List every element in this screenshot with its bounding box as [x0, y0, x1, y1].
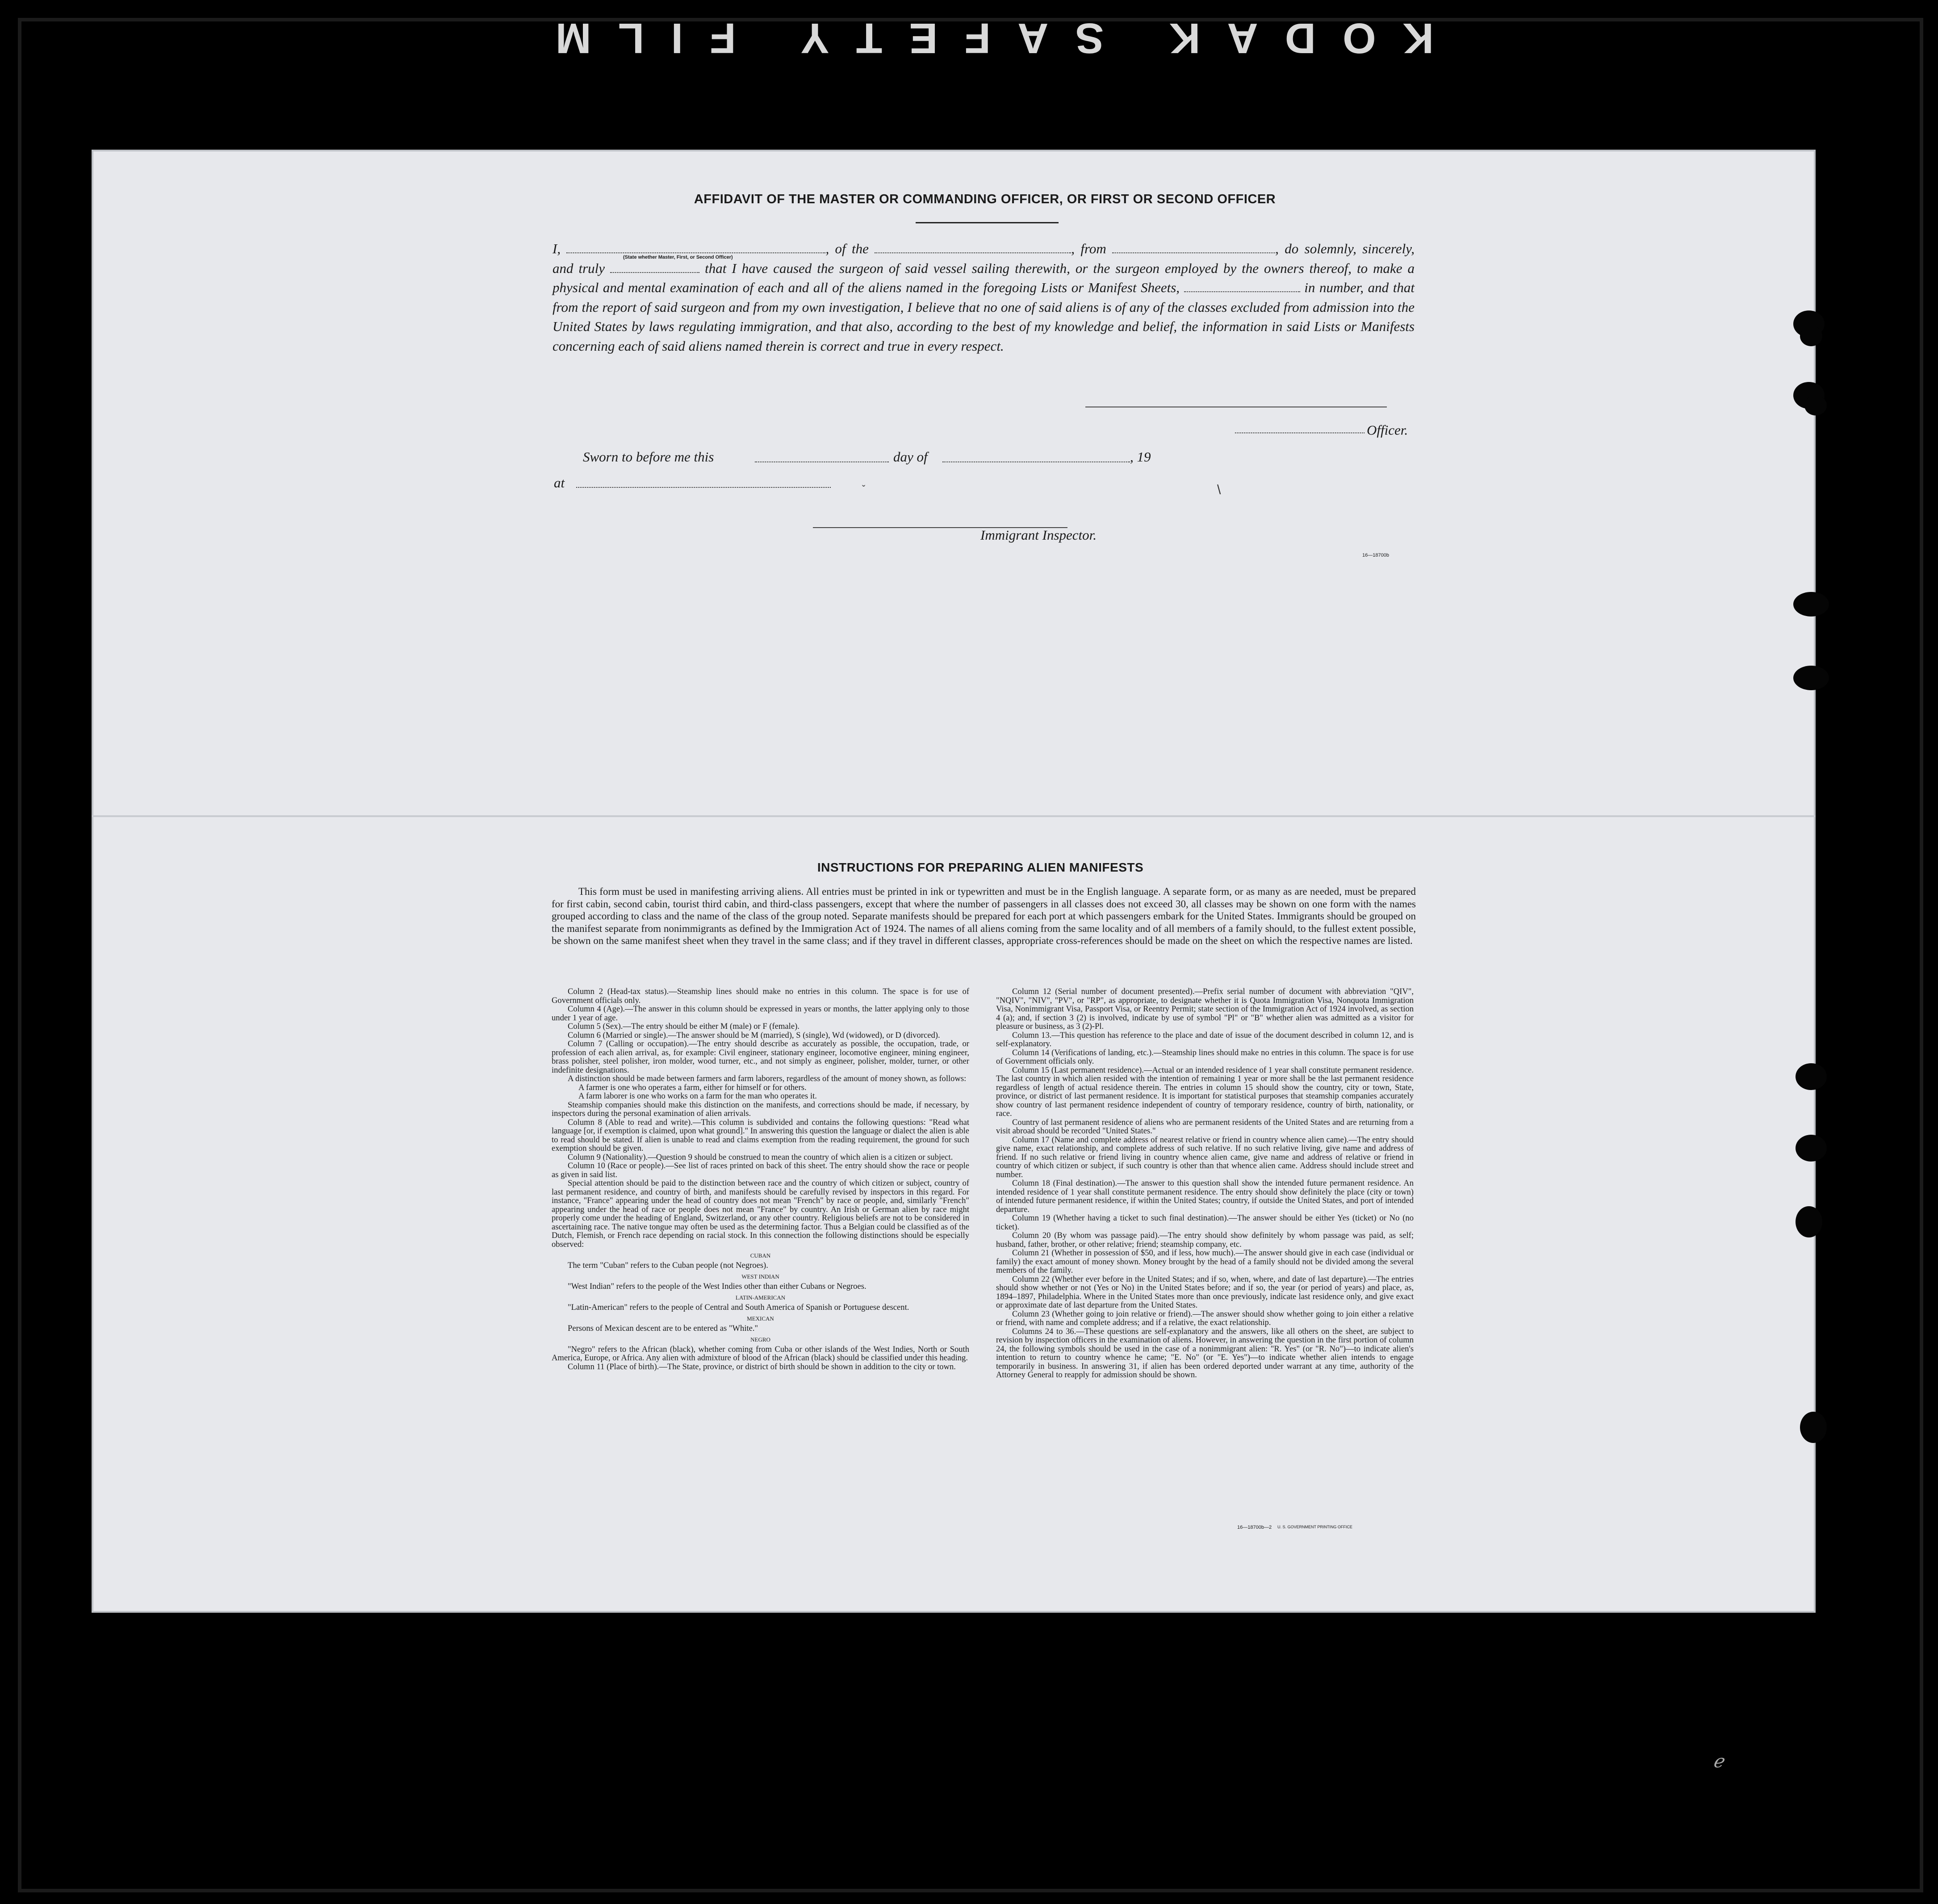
instruction-paragraph: Column 9 (Nationality).—Question 9 should be construed to mean the country of which alien is a citizen or subject.	[568, 1152, 953, 1162]
instruction-paragraph: Column 19 (Whether having a ticket to such final destination).—The answer should be either Yes (ticket) or No (no ticket).	[996, 1213, 1414, 1232]
instructions-title: INSTRUCTIONS FOR PREPARING ALIEN MANIFESTS	[817, 860, 1144, 874]
year-label: , 19	[1130, 449, 1151, 465]
instruction-paragraph: Column 4 (Age).—The answer in this column should be expressed in years or months, the latter applying only to those under 1 year of age.	[552, 1004, 969, 1023]
officer-signature-field[interactable]	[1235, 424, 1365, 433]
race-heading: WEST INDIAN	[741, 1273, 779, 1280]
officer-label: Officer.	[1367, 422, 1408, 438]
inspector-label: Immigrant Inspector.	[980, 527, 1097, 543]
sworn-month-field[interactable]	[942, 453, 1130, 462]
instruction-paragraph: Column 20 (By whom was passage paid).—The entry should show definitely by whom passage was paid, as self; husband, father, brother, or other relative; friend; steamship company, etc.	[996, 1231, 1414, 1249]
race-definition: Persons of Mexican descent are to be entered as "White."	[568, 1323, 758, 1333]
race-definition: The term "Cuban" refers to the Cuban people (not Negroes).	[568, 1260, 768, 1270]
manifest-sheet	[92, 150, 1816, 1613]
instruction-paragraph: Column 8 (Able to read and write).—This column is subdivided and contains the following questions: "Read what language [or, if exemption is claimed, upon what ground]." In answering this question the language or dialect the alien is able to read should be stated. If alien is unable to read and claims exemption from the reading requirement, the ground for such exemption should be given.	[552, 1117, 969, 1153]
instruction-paragraph: Column 6 (Married or single).—The answer should be M (married), S (single), Wd (widowed), or D (divorced).	[568, 1030, 940, 1040]
instruction-paragraph: Column 15 (Last permanent residence).—Actual or an intended residence of 1 year shall constitute permanent residence. The last country in which alien resided with the intention of remaining 1 year or more shall be the last permanent residence regardless of length of actual residence therein. The entries in column 15 should show the country, city or town, State, province, or district of last permanent residence. It is important for statistical purposes that steamship companies accurately show country of last permanent residence independent of country of temporary residence, country of birth, nationality, or race.	[996, 1065, 1414, 1118]
day-of-label: day of	[893, 449, 928, 465]
instruction-paragraph: Special attention should be paid to the distinction between race and the country of which citizen or subject, country of last permanent residence, and country of birth, and manifests should be carefully revised by inspectors in this regard. For instance, "France" appearing under the head of country does not mean "French" by race or people, and, similarly "French" appearing under the head of race or people does not mean "France" by country. An Irish or German alien by race might properly come under the heading of England, Switzerland, or any other country. Religious beliefs are not to be considered in ascertaining race. The native tongue may often be used as the determining factor. Thus a Belgian could be classified as of the Dutch, Flemish, or French race depending on racial stock. In this connection the following distinctions should be especially observed:	[552, 1178, 969, 1249]
instruction-paragraph: A distinction should be made between farmers and farm laborers, regardless of the amount of money shown, as follows:	[568, 1074, 967, 1083]
officer-rank-field[interactable]	[566, 244, 825, 253]
instruction-paragraph: Column 18 (Final destination).—The answer to this question shall show the intended future permanent residence. An intended residence of 1 year shall constitute permanent residence. The entry should show definitely the place (city or town) of intended future permanent residence, if within the United States; country, if outside the United States, and port of intended departure.	[996, 1178, 1414, 1214]
instruction-paragraph: Column 12 (Serial number of document presented).—Prefix serial number of document with abbreviation "QIV", "NQIV", "NIV", "PV", or "RP", as appropriate, to designate whether it is Quota Immigration Visa, Nonquota Immigration Visa, Nonimmigrant Visa, Passport Visa, or Reentry Permit; state section of the Immigration Act of 1924 involved, as section 4 (a); and, if section 3 (2) is involved, indicate by use of symbol "Pl" or "B" whether alien was admitted as a visitor for pleasure or business, as 3 (2)-Pl.	[996, 987, 1414, 1031]
affidavit-text: I, , of the , from , do solemnly, sincerely, and truly that I have caused the surgeon of said vessel sailing therewith, or the surgeon employed by the owners thereof, to make a physical and mental examination of each and all of the aliens named in the foregoing Lists or Manifest Sheets, in number, and that from the report of said surgeon and from my own investigation, I believe that no one of said aliens is of any of the classes excluded from admission into the United States by laws regulating immigration, and that also, according to the best of my knowledge and belief, the information in said Lists or Manifests concerning each of said aliens named therein is correct and true in every respect.	[553, 241, 1415, 354]
instructions-left-column	[552, 987, 969, 1371]
sworn-day-field[interactable]	[755, 453, 889, 462]
instruction-paragraph: Column 13.—This question has reference to the place and date of issue of the document described in column 12, and is self-explanatory.	[996, 1030, 1414, 1048]
instruction-paragraph: Column 14 (Verifications of landing, etc.).—Steamship lines should make no entries in this column. The space is for use of Government officials only.	[996, 1048, 1414, 1066]
rank-note: (State whether Master, First, or Second Officer)	[623, 255, 733, 260]
instruction-paragraph: Steamship companies should make this distinction on the manifests, and corrections should be made, if necessary, by inspectors during the personal examination of alien arrivals.	[552, 1100, 969, 1118]
instruction-paragraph: Column 17 (Name and complete address of nearest relative or friend in country whence alien came).—The entry should give name, exact relationship, and complete address of such relative. If no such relative living, give name and address of friend. If no such relative or friend living in country whence alien came, give name and address of relative or friend in country of which citizen or subject, if such country is other than that whence alien came. Address should include street and number.	[996, 1135, 1414, 1179]
sworn-place-field[interactable]	[576, 479, 831, 488]
instructions-right-column	[996, 987, 1414, 1380]
instruction-paragraph: Column 23 (Whether going to join relative or friend).—The answer should show whether going to join either a relative or friend, with name and complete address; and if a relative, the exact relationship.	[996, 1309, 1414, 1327]
binder-hole	[1793, 592, 1829, 616]
race-definition: "Negro" refers to the African (black), whether coming from Cuba or other islands of the West Indies, North or South America, Europe, or Africa. Any alien with admixture of blood of the African (black) should be classified under this heading.	[552, 1344, 969, 1363]
instruction-paragraph: A farm laborer is one who works on a farm for the man who operates it.	[578, 1091, 817, 1101]
oath-field[interactable]	[610, 264, 699, 273]
instruction-paragraph: Column 10 (Race or people).—See list of races printed on back of this sheet. The entry should show the race or people as given in said list.	[552, 1161, 969, 1179]
sworn-label: Sworn to before me this	[583, 449, 714, 465]
frame-corner-mark: ℯ	[1713, 1752, 1724, 1771]
binder-hole	[1804, 395, 1827, 415]
fold-line	[92, 815, 1816, 817]
title-rule	[916, 222, 1059, 223]
binder-hole	[1796, 1206, 1822, 1237]
vessel-name-field[interactable]	[875, 244, 1071, 253]
instruction-paragraph: Column 5 (Sex).—The entry should be either M (male) or F (female).	[568, 1022, 799, 1031]
form-code: 16—18700b	[1362, 553, 1389, 558]
ink-mark: \	[1217, 482, 1221, 497]
film-edge-marking: KODAK SAFETY FILM	[528, 14, 1434, 62]
race-heading: NEGRO	[750, 1336, 770, 1343]
instruction-paragraph: Columns 24 to 36.—These questions are self-explanatory and the answers, like all others on the sheet, are subject to revision by inspection officers in the examination of aliens. However, in answering the question in the first portion of column 24, the following symbols should be used in the case of a nonimmigrant alien: "R. Yes" (or "R. No")—to indicate alien's intention to return to country whence he came; "E. No" (or "E. Yes")—to indicate whether alien intends to engage temporarily in business. In answering 31, if alien has been ordered deported under warrant at any time, authority of the Attorney General to reapply for admission should be shown.	[996, 1326, 1414, 1380]
binder-hole	[1800, 326, 1822, 346]
instruction-paragraph: A farmer is one who operates a farm, either for himself or for others.	[578, 1082, 807, 1092]
race-heading: LATIN-AMERICAN	[735, 1294, 786, 1301]
instruction-paragraph: Column 21 (Whether in possession of $50, and if less, how much).—The answer should give in each case (individual or family) the exact amount of money shown. Money brought by the head of a family should not be divided among the several members of the family.	[996, 1248, 1414, 1275]
binder-hole	[1800, 1412, 1827, 1443]
number-of-sheets-field[interactable]	[1184, 283, 1300, 292]
ink-speck: ˇ	[862, 483, 866, 495]
instruction-paragraph: Country of last permanent residence of aliens who are permanent residents of the United States and are returning from a visit abroad should be recorded "United States."	[996, 1117, 1414, 1136]
race-definition: "West Indian" refers to the people of the West Indies other than either Cubans or Negroes.	[568, 1281, 866, 1291]
at-label: at	[554, 475, 565, 491]
binder-hole	[1793, 666, 1829, 690]
footer-form-code: 16—18700b—2	[1237, 1525, 1272, 1530]
instruction-paragraph: Column 11 (Place of birth).—The State, province, or district of birth should be shown in addition to the city or town.	[568, 1362, 956, 1371]
race-heading: CUBAN	[750, 1252, 771, 1259]
affidavit-title: AFFIDAVIT OF THE MASTER OR COMMANDING OFFICER, OR FIRST OR SECOND OFFICER	[694, 192, 1276, 206]
race-heading: MEXICAN	[747, 1315, 774, 1322]
instruction-paragraph: Column 7 (Calling or occupation).—The entry should describe as accurately as possible, the occupation, trade, or profession of each alien arrival, as, for example: Civil engineer, stationary engineer, locomotive engineer, mining engineer, brass polisher, steel polisher, iron molder, wood turner, etc., and not simply as engineer, polisher, molder, turner, or other indefinite designations.	[552, 1039, 969, 1075]
instruction-paragraph: Column 22 (Whether ever before in the United States; and if so, when, where, and date of last departure).—The entries should show whether or not (Yes or No) in the United States before; and if so, the year (or period of years) and place, as, 1894–1897, Philadelphia. Where in the United States more than once previously, indicate last residence only, and give exact or approximate date of last departure from the United States.	[996, 1274, 1414, 1310]
instructions-intro: This form must be used in manifesting arriving aliens. All entries must be printed in ink or typewritten and must be in the English language. A separate form, or as many as are needed, must be prepared for first cabin, second cabin, tourist third cabin, and third-class passengers, except that where the number of passengers in all classes does not exceed 30, all classes may be shown on one form with the names grouped according to class and the name of the class of the group noted. Separate manifests should be prepared for each port at which passengers embark for the United States. Immigrants should be grouped on the manifest separate from nonimmigrants as defined by the Immigration Act of 1924. The names of all aliens coming from the same locality and of all members of a family should, to the fullest extent possible, be shown on the same manifest sheet when they travel in the same class; and if they travel in different classes, appropriate cross-references should be made on the sheet on which the respective names are listed.	[552, 886, 1416, 946]
race-definition: "Latin-American" refers to the people of Central and South America of Spanish or Portuguese descent.	[568, 1302, 909, 1312]
binder-hole	[1796, 1135, 1827, 1162]
port-from-field[interactable]	[1112, 244, 1275, 253]
footer-printer: U. S. GOVERNMENT PRINTING OFFICE	[1277, 1525, 1352, 1529]
binder-hole	[1796, 1063, 1827, 1090]
instruction-paragraph: Column 2 (Head-tax status).—Steamship lines should make no entries in this column. The space is for use of Government officials only.	[552, 987, 969, 1005]
